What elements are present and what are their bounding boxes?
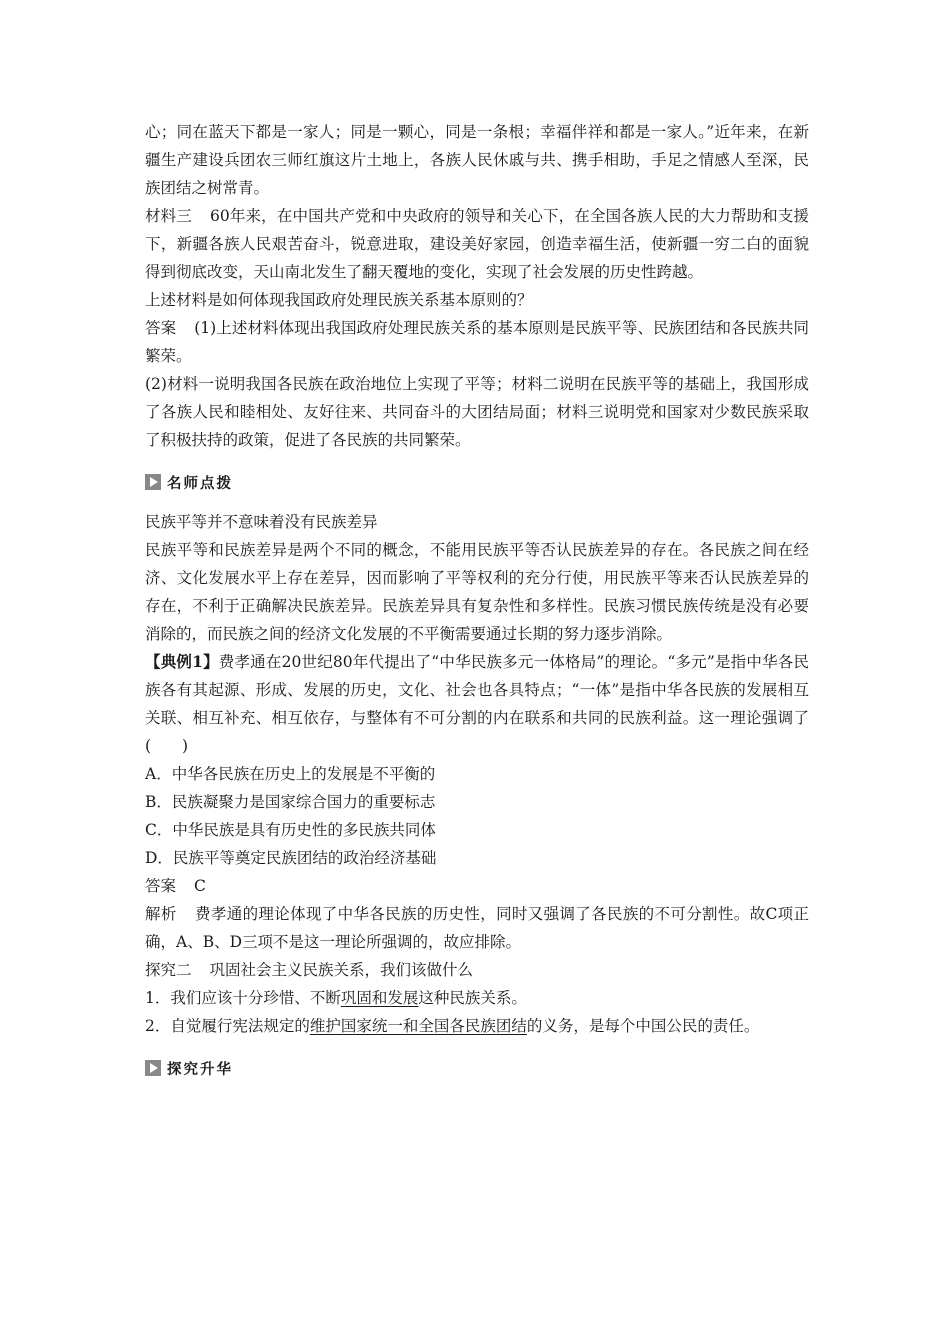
question-text: 上述材料是如何体现我国政府处理民族关系基本原则的？ [145, 291, 533, 309]
explore-label: 探究二 [145, 961, 192, 979]
option-a: A．中华各民族在历史上的发展是不平衡的 [145, 765, 436, 783]
point-2-underlined: 维护国家统一和全国各民族团结 [309, 1017, 527, 1035]
option-d: D．民族平等奠定民族团结的政治经济基础 [145, 849, 437, 867]
tip-text: 民族平等和民族差异是两个不同的概念，不能用民族平等否认民族差异的存在。各民族之间在经济、文化发展水平上存在差异，因而影响了平等权利的充分行使，用民族平等来否认民族差异的存在，不利于正确解决民族差异。民族差异具有复杂性和多样性。民族习惯民族传统是没有必要消除的，而民族之间的经济文化发展的不平衡需要通过长期的努力逐步消除。 [145, 541, 809, 643]
explore-heading [145, 956, 809, 984]
point-1-text-a: 1．我们应该十分珍惜、不断 [145, 989, 341, 1007]
example-paragraph [145, 648, 809, 760]
material3-label: 材料三 [145, 207, 192, 225]
point-2 [145, 1012, 809, 1040]
play-triangle-icon [145, 1060, 161, 1076]
explore-title: 巩固社会主义民族关系，我们该做什么 [209, 961, 474, 979]
answer-paragraph-1 [145, 314, 809, 370]
analysis-paragraph [145, 900, 809, 956]
example-answer-value: C [194, 877, 206, 895]
material3-text: 60年来，在中国共产党和中央政府的领导和关心下，在全国各族人民的大力帮助和支援下，新疆各族人民艰苦奋斗，锐意进取，建设美好家园，创造幸福生活，使新疆一穷二白的面貌得到彻底改变，天山南北发生了翻天覆地的变化，实现了社会发展的历史性跨越。 [145, 207, 809, 281]
answer-part-2: (2)材料一说明我国各民族在政治地位上实现了平等；材料二说明在民族平等的基础上，我国形成了各族人民和睦相处、友好往来、共同奋斗的大团结局面；材料三说明党和国家对少数民族采取了积极扶持的政策，促进了各民族的共同繁荣。 [145, 375, 809, 449]
point-2-text-b: 的义务，是每个中国公民的责任。 [526, 1017, 760, 1035]
section-title-explore: 探究升华 [167, 1061, 233, 1078]
section-header-explore [145, 1056, 809, 1080]
point-1-text-b: 这种民族关系。 [418, 989, 527, 1007]
analysis-text: 费孝通的理论体现了中华各民族的历史性，同时又强调了各民族的不可分割性。故C项正确，A、B、D三项不是这一理论所强调的，故应排除。 [145, 905, 809, 951]
example-answer-label: 答案 [145, 877, 177, 895]
play-triangle-icon [145, 474, 161, 490]
document-page [145, 118, 809, 1094]
example-answer [145, 872, 809, 900]
option-b: B．民族凝聚力是国家综合国力的重要标志 [145, 793, 436, 811]
answer-label: 答案 [145, 319, 177, 337]
tip-title: 民族平等并不意味着没有民族差异 [145, 513, 378, 531]
section-header-tips [145, 470, 809, 494]
option-c: C．中华民族是具有历史性的多民族共同体 [145, 821, 436, 839]
paragraph-material2-tail: 心；同在蓝天下都是一家人；同是一颗心，同是一条根；幸福伴祥和都是一家人。”近年来，在新疆生产建设兵团农三师红旗这片土地上，各族人民休戚与共、携手相助，手足之情感人至深，民族团结之树常青。 [145, 123, 809, 197]
answer-part-1: (1)上述材料体现出我国政府处理民族关系的基本原则是民族平等、民族团结和各民族共同繁荣。 [145, 319, 809, 365]
point-2-text-a: 2．自觉履行宪法规定的 [145, 1017, 310, 1035]
example-text: 费孝通在20世纪80年代提出了“中华民族多元一体格局”的理论。“多元”是指中华各民族各有其起源、形成、发展的历史，文化、社会也各具特点；“一体”是指中华各民族的发展相互关联、相互补充、相互依存，与整体有不可分割的内在联系和共同的民族利益。这一理论强调了( ) [145, 653, 809, 755]
point-1 [145, 984, 809, 1012]
paragraph-material3 [145, 202, 809, 286]
analysis-label: 解析 [145, 905, 177, 923]
section-title-tips: 名师点拨 [167, 475, 233, 492]
point-1-underlined: 巩固和发展 [340, 989, 419, 1007]
example-label: 【典例1】 [145, 652, 219, 671]
